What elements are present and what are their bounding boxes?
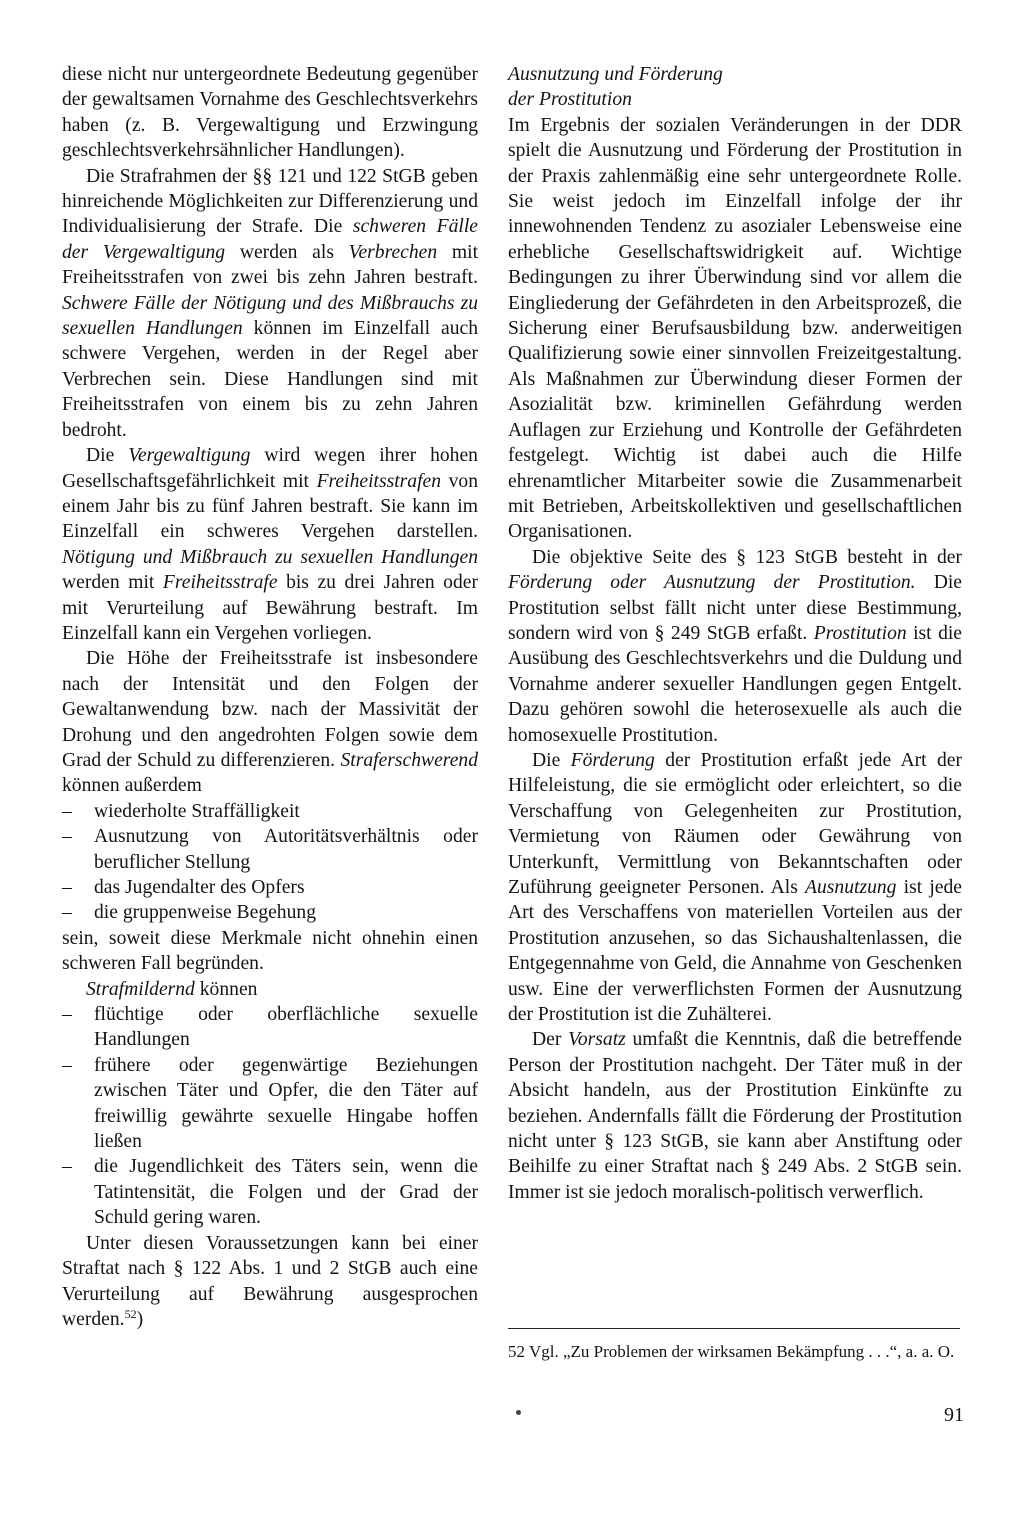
paragraph: Die objektive Seite des § 123 StGB besteht in der Förderung oder Ausnutzung der Prostitution. Die Prostitution selbst fällt nicht unter diese Bestimmung, sondern wird von § 249 StGB erfaßt. Prostitution ist die Ausübung des Geschlechtsverkehrs und die Duldung und Vornahme anderer sexueller Handlungen gegen Entgelt. Dazu gehören sowohl die heterosexuelle als auch die homosexuelle Prostitution. bbox=[508, 546, 963, 746]
list-item: – frühere oder gegenwärtige Beziehungen zwischen Täter und Opfer, die den Täter auf freiwillig gewährte sexuelle Hingabe hoffen ließen bbox=[62, 1054, 478, 1153]
list-item: – Ausnutzung von Autoritätsverhältnis oder beruflicher Stellung bbox=[62, 826, 478, 873]
paragraph: Strafmildernd können bbox=[86, 978, 258, 1000]
paragraph: Unter diesen Voraussetzungen kann bei einer Straftat nach § 122 Abs. 1 und 2 StGB auch eine Verurteilung auf Bewährung ausgesprochen werden.$^{52}$) bbox=[62, 1232, 478, 1330]
list-item: – flüchtige oder oberflächliche sexuelle Handlungen bbox=[62, 1004, 478, 1051]
paragraph: Die Höhe der Freiheitsstrafe ist insbesondere nach der Intensität und den Folgen der Gewaltanwendung bzw. nach der Massivität der Drohung und den angedrohten Folgen sowie dem Grad der Schuld zu differenzieren. Straferschwerend können außerdem bbox=[62, 648, 478, 797]
list-item: – wiederholte Straffälligkeit bbox=[62, 800, 300, 822]
footnote: 52 Vgl. „Zu Problemen der wirksamen Bekämpfung . . .“, a. a. O. bbox=[508, 1342, 955, 1361]
list-item: – die Jugendlichkeit des Täters sein, wenn die Tatintensität, die Folgen und der Grad der Schuld gering waren. bbox=[62, 1156, 478, 1229]
paragraph: diese nicht nur untergeordnete Bedeutung gegenüber der gewaltsamen Vornahme des Geschlechtsverkehrs haben (z. B. Vergewaltigung und Erzwingung geschlechtsverkehrsähnlicher Handlungen). bbox=[62, 64, 478, 162]
footnote-divider bbox=[508, 1328, 960, 1329]
right-column bbox=[508, 62, 962, 1205]
print-speck bbox=[516, 1410, 521, 1415]
section-heading: Ausnutzung und Förderung der Prostitution bbox=[508, 64, 723, 111]
paragraph: sein, soweit diese Merkmale nicht ohnehin einen schweren Fall begründen. bbox=[62, 927, 478, 975]
paragraph: Die Strafrahmen der §§ 121 und 122 StGB geben hinreichende Möglichkeiten zur Differenzierung und Individualisierung der Strafe. Die schweren Fälle der Vergewaltigung werden als Verbrechen mit Freiheitsstrafen von zwei bis zehn Jahren bestraft. Schwere Fälle der Nötigung und des Mißbrauchs zu sexuellen Handlungen können im Einzelfall auch schwere Vergehen, werden in der Regel aber Verbrechen sein. Diese Handlungen sind mit Freiheitsstrafen von einem bis zu zehn Jahren bedroht. bbox=[62, 165, 479, 441]
footnote-reference: 52 bbox=[124, 1306, 137, 1321]
list-item: – die gruppenweise Begehung bbox=[62, 902, 316, 924]
paragraph: Die Förderung der Prostitution erfaßt jede Art der Hilfeleistung, die sie ermöglicht oder erleichtert, so die Verschaffung von Gelegenheiten zur Prostitution, Vermietung von Räumen oder Gewährung von Unterkunft, Vermittlung von Bekanntschaften oder Zuführung geeigneter Personen. Als Ausnutzung ist jede Art des Verschaffens von materiellen Vorteilen aus der Prostitution anzusehen, so das Sichaushaltenlassen, die Entgegennahme von Geld, die Annahme von Geschenken usw. Eine der verwerflichsten Formen der Ausnutzung der Prostitution ist die Zuhälterei. bbox=[508, 749, 962, 1026]
aggravating-factors-list bbox=[62, 799, 478, 926]
paragraph: Die Vergewaltigung wird wegen ihrer hohen Gesellschaftsgefährlichkeit mit Freiheitsstrafen von einem Jahr bis zu fünf Jahren bestraft. Sie kann im Einzelfall ein schweres Vergehen darstellen. Nötigung und Mißbrauch zu sexuellen Handlungen werden mit Freiheitsstrafe bis zu drei Jahren oder mit Verurteilung auf Bewährung bestraft. Im Einzelfall kann ein Vergehen vorliegen. bbox=[62, 445, 478, 644]
left-column bbox=[62, 62, 478, 1332]
list-item: – das Jugendalter des Opfers bbox=[62, 877, 305, 898]
paragraph: Im Ergebnis der sozialen Veränderungen in der DDR spielt die Ausnutzung und Förderung der Prostitution in der Praxis zahlenmäßig eine sehr untergeordnete Rolle. Sie weist jedoch im Einzelfall infolge der ihr innewohnenden Tendenz zu asozialer Lebensweise eine erhebliche Gesellschaftswidrigkeit auf. Wichtige Bedingungen zu ihrer Überwindung sind vor allem die Eingliederung der Gefährdeten in den Arbeitsprozeß, die Sicherung einer Berufsausbildung bzw. anderweitigen Qualifizierung sowie einer sinnvollen Freizeitgestaltung. Als Maßnahmen zur Überwindung dieser Formen der Asozialität bzw. kriminellen Gefährdung werden Auflagen zur Erziehung und Kontrolle der Gefährdeten festgelegt. Wichtig ist dabei auch die Hilfe ehrenamtlicher Mitarbeiter sowie die Zusammenarbeit mit Betrieben, Arbeitskollektiven und gesellschaftlichen Organisationen. bbox=[508, 114, 962, 543]
mitigating-factors-list bbox=[62, 1002, 478, 1231]
page-number: 91 bbox=[944, 1404, 964, 1426]
paragraph: Der Vorsatz umfaßt die Kenntnis, daß die betreffende Person der Prostitution nachgeht. Der Täter muß in der Absicht handeln, aus der Prostitution Einkünfte zu beziehen. Andernfalls fällt die Förderung der Prostitution nicht unter § 123 StGB, sie kann aber Anstiftung oder Beihilfe zu einer Straftat nach § 249 Abs. 2 StGB sein. Immer ist sie jedoch moralisch-politisch verwerflich. bbox=[508, 1029, 963, 1203]
